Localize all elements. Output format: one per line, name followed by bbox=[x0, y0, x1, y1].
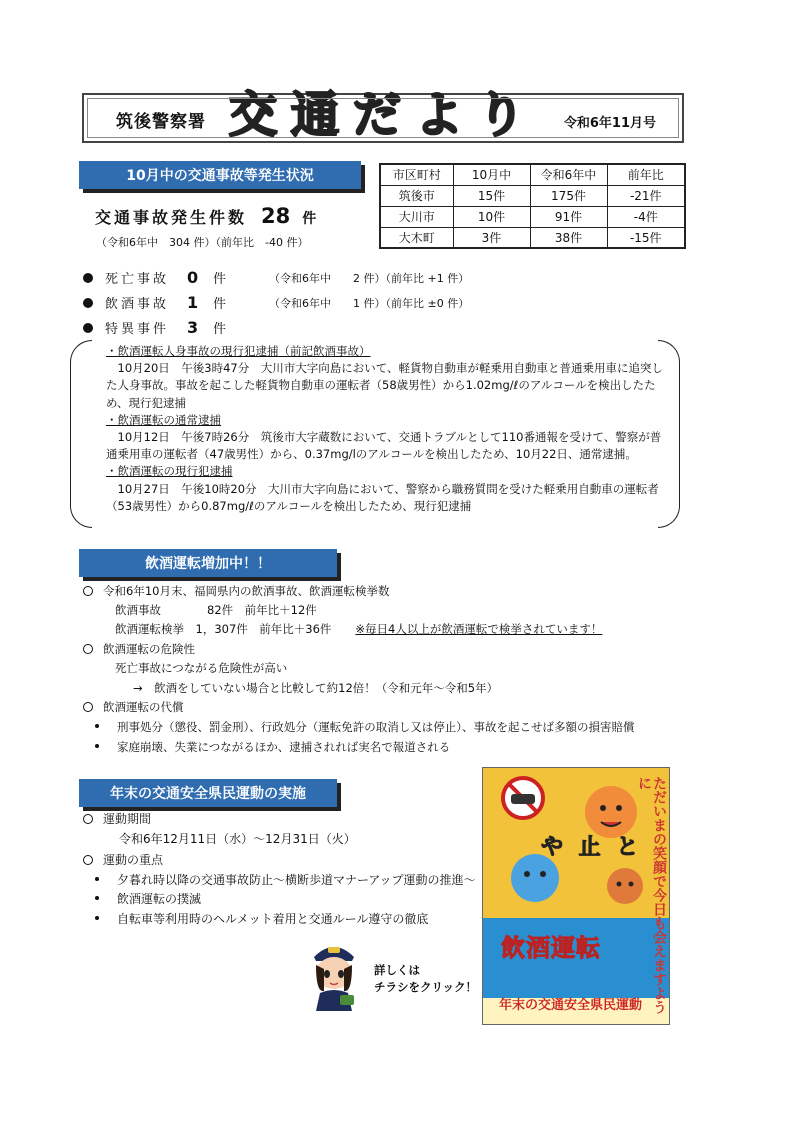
campaign-focus-heading bbox=[83, 851, 163, 868]
click-flyer-note bbox=[374, 962, 477, 996]
circle-bullet-icon bbox=[83, 586, 93, 596]
table-cell: 筑後市 bbox=[380, 185, 453, 206]
table-cell: 175件 bbox=[530, 185, 607, 206]
bullet-special-cases bbox=[83, 318, 269, 337]
campaign-focus-3 bbox=[95, 910, 428, 927]
text: 自転車等利用時のヘルメット着用と交通ルール遵守の徹底 bbox=[117, 912, 429, 926]
bullet-drunk-accidents bbox=[83, 293, 469, 312]
bullet-dot-icon bbox=[83, 273, 93, 283]
text: 刑事処分（懲役、罰金刑）、行政処分（運転免許の取消し又は停止）、事故を起こせば多額の損害賠償 bbox=[117, 720, 635, 734]
police-station-name: 筑後警察署 bbox=[116, 112, 206, 132]
campaign-flyer-poster[interactable] bbox=[482, 767, 670, 1025]
section-accident-status-heading: 10月中の交通事故等発生状況 bbox=[79, 161, 361, 189]
left-bracket bbox=[70, 340, 92, 528]
total-comparison: （令和6年中 304 件）（前年比 -40 件） bbox=[96, 236, 309, 249]
bullet-value: 0 bbox=[187, 268, 199, 287]
small-bullet-icon bbox=[95, 877, 99, 881]
table-header-cell: 令和6年中 bbox=[530, 164, 607, 185]
circle-bullet-icon bbox=[83, 644, 93, 654]
poster-vertical-slogan: ただいまの笑顔で今日も会えますように bbox=[636, 776, 667, 1014]
bullet-comparison: （令和6年中 1 件）（前年比 ±0 件） bbox=[269, 296, 470, 310]
penalty-line-2 bbox=[95, 739, 450, 755]
table-header-cell: 市区町村 bbox=[380, 164, 453, 185]
table-cell: 3件 bbox=[453, 227, 530, 248]
poster-main-text: 飲酒運転 bbox=[501, 934, 601, 962]
text: 飲酒運転検挙 1，307件 前年比＋36件 bbox=[115, 622, 332, 636]
penalty-line-1 bbox=[95, 719, 635, 735]
bullet-label: 死亡事故 bbox=[105, 272, 170, 287]
text: 夕暮れ時以降の交通事故防止～横断歩道マナーアップ運動の推進～ bbox=[117, 873, 476, 887]
danger-heading bbox=[83, 641, 195, 657]
table-cell: 91件 bbox=[530, 206, 607, 227]
bullet-unit: 件 bbox=[213, 322, 227, 337]
total-label: 交通事故発生件数 bbox=[95, 208, 248, 227]
campaign-focus-1 bbox=[95, 871, 476, 888]
case-body: 10月12日 午後7時26分 筑後市大字蔵数において、交通トラブルとして110番通報を受けて、警察が普通乗用車の運転者（47歳男性）から、0.37mg/lのアルコールを検出したため、10月22日、通常逮捕。 bbox=[106, 430, 662, 462]
table-cell: 38件 bbox=[530, 227, 607, 248]
small-bullet-icon bbox=[95, 724, 99, 728]
table-cell: 10件 bbox=[453, 206, 530, 227]
table-row bbox=[380, 206, 685, 227]
campaign-period: 令和6年12月11日（水）～12月31日（火） bbox=[119, 832, 356, 846]
penalty-heading bbox=[83, 699, 184, 715]
campaign-focus-2 bbox=[95, 890, 201, 907]
circle-bullet-icon bbox=[83, 855, 93, 865]
table-header-cell: 前年比 bbox=[607, 164, 685, 185]
click-note-line-1: 詳しくは bbox=[374, 963, 420, 977]
campaign-period-heading bbox=[83, 810, 151, 827]
bullet-unit: 件 bbox=[213, 297, 227, 312]
case-details-text bbox=[106, 343, 666, 515]
click-note-line-2: チラシをクリック！ bbox=[374, 980, 478, 994]
table-cell: 大川市 bbox=[380, 206, 453, 227]
drunk-accident-count: 飲酒事故 82件 前年比＋12件 bbox=[115, 603, 317, 617]
table-header-cell: 10月中 bbox=[453, 164, 530, 185]
text: 飲酒運転の撲滅 bbox=[117, 892, 202, 906]
total-accidents bbox=[95, 204, 319, 228]
drunk-stats-intro bbox=[83, 583, 389, 599]
police-mascot-icon bbox=[302, 935, 366, 1011]
text: 飲酒運転の代償 bbox=[103, 700, 184, 714]
text: 運動の重点 bbox=[103, 853, 164, 867]
case-title: ・飲酒運転の通常逮捕 bbox=[106, 412, 221, 427]
danger-line-1: 死亡事故につながる危険性が高い bbox=[115, 661, 288, 675]
drunk-arrest-count bbox=[115, 621, 602, 637]
small-bullet-icon bbox=[95, 916, 99, 920]
table-cell: -21件 bbox=[607, 185, 685, 206]
circle-bullet-icon bbox=[83, 702, 93, 712]
bullet-dot-icon bbox=[83, 298, 93, 308]
text: 飲酒運転の危険性 bbox=[103, 642, 195, 656]
table-cell: 15件 bbox=[453, 185, 530, 206]
bullet-value: 3 bbox=[187, 318, 199, 337]
case-body: 10月20日 午後3時47分 大川市大字向島において、軽貨物自動車が軽乗用自動車と普通乗用車に追突した人身事故。事故を起こした軽貨物自動車の運転者（58歳男性）から1.02mg/ℓのアルコールを検出したため、現行犯逮捕 bbox=[106, 361, 663, 410]
issue-date: 令和6年11月号 bbox=[563, 116, 656, 131]
poster-illustration bbox=[483, 768, 670, 1025]
municipality-stats-table bbox=[379, 163, 686, 249]
bullet-value: 1 bbox=[187, 293, 199, 312]
bullet-fatal-accidents bbox=[83, 268, 469, 287]
table-cell: 大木町 bbox=[380, 227, 453, 248]
text: 家庭崩壊、失業につながるほか、逮捕されれば実名で報道される bbox=[117, 740, 451, 754]
case-details-box bbox=[70, 340, 680, 528]
daily-arrest-note: ※毎日4人以上が飲酒運転で検挙されています！ bbox=[355, 622, 603, 636]
poster-footer-text: 年末の交通安全県民運動 bbox=[499, 998, 643, 1013]
total-value: 28 bbox=[261, 204, 291, 228]
newsletter-header bbox=[82, 87, 684, 143]
bullet-comparison: （令和6年中 2 件）（前年比 +1 件） bbox=[269, 271, 470, 285]
table-row bbox=[380, 185, 685, 206]
newsletter-title: 交通だより bbox=[229, 87, 540, 143]
table-header-row bbox=[380, 164, 685, 185]
bullet-label: 特異事件 bbox=[105, 322, 170, 337]
case-body: 10月27日 午後10時20分 大川市大字向島において、警察から職務質問を受けた軽乗用自動車の運転者（53歳男性）から0.87mg/ℓのアルコールを検出したため、現行犯逮捕 bbox=[106, 481, 659, 513]
danger-line-2: → 飲酒をしていない場合と比較して約12倍！（令和元年～令和5年） bbox=[133, 681, 499, 695]
text: 運動期間 bbox=[103, 812, 152, 826]
case-title: ・飲酒運転の現行犯逮捕 bbox=[106, 464, 233, 479]
small-bullet-icon bbox=[95, 896, 99, 900]
small-bullet-icon bbox=[95, 744, 99, 748]
bullet-dot-icon bbox=[83, 323, 93, 333]
table-row bbox=[380, 227, 685, 248]
bullet-unit: 件 bbox=[213, 272, 227, 287]
total-unit: 件 bbox=[302, 211, 320, 227]
table-cell: -15件 bbox=[607, 227, 685, 248]
table-cell: -4件 bbox=[607, 206, 685, 227]
case-title: ・飲酒運転人身事故の現行犯逮捕（前記飲酒事故） bbox=[106, 344, 371, 358]
text: 令和6年10月末、福岡県内の飲酒事故、飲酒運転検挙数 bbox=[103, 584, 390, 598]
bullet-label: 飲酒事故 bbox=[105, 297, 170, 312]
section-campaign-heading: 年末の交通安全県民運動の実施 bbox=[79, 779, 337, 807]
section-drunk-driving-heading: 飲酒運転増加中！！ bbox=[79, 549, 337, 577]
circle-bullet-icon bbox=[83, 814, 93, 824]
poster-top-text: や 止 と bbox=[541, 835, 643, 860]
